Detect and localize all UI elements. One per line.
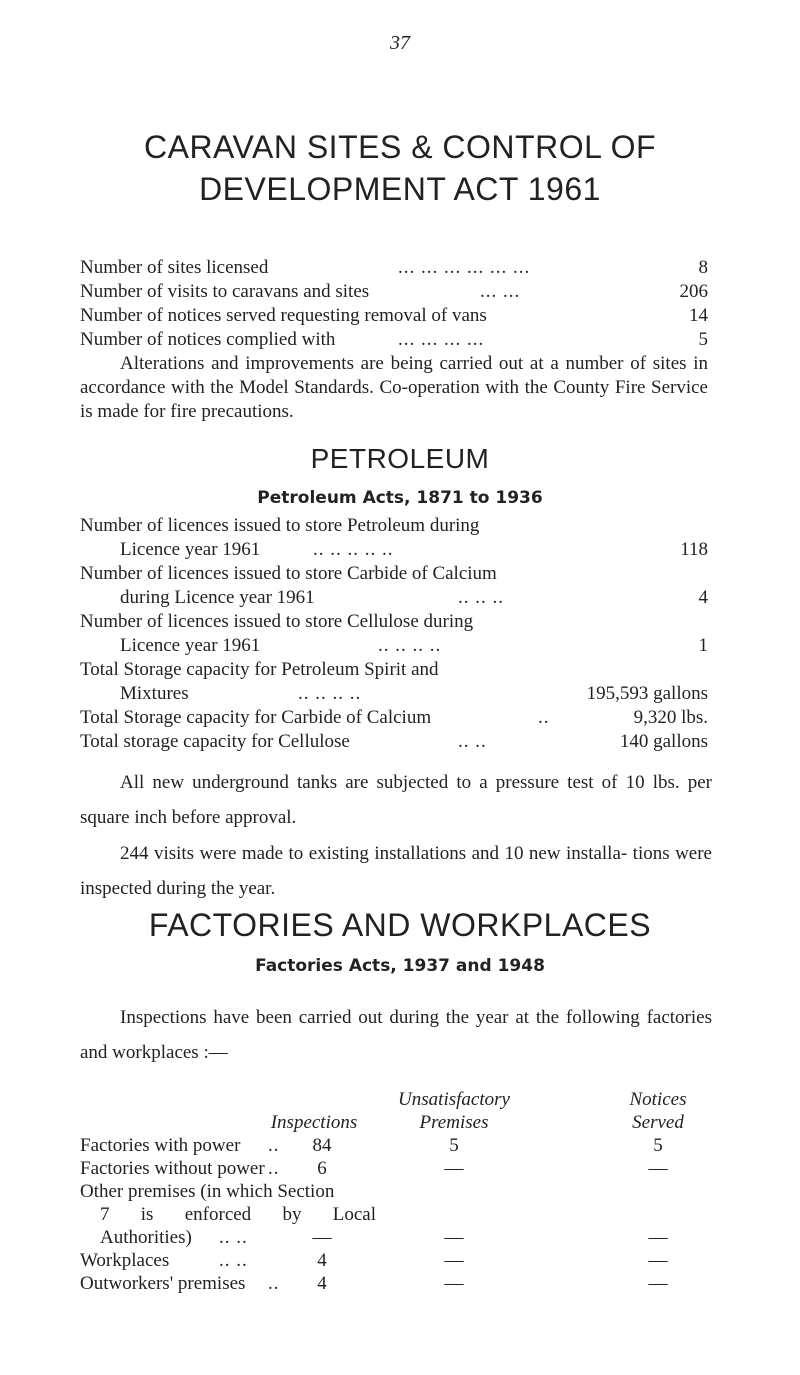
leader-dots: ..: [268, 1273, 280, 1294]
petroleum-list: [80, 514, 708, 754]
petroleum-label: Mixtures: [120, 683, 189, 704]
cell-notices: —: [648, 1227, 668, 1248]
table-row: [80, 1272, 708, 1295]
petroleum-label: Number of licences issued to store Cellulose during: [80, 611, 474, 632]
cell-inspections: 84: [312, 1135, 332, 1156]
leader-dots: .. .. .. ..: [298, 683, 362, 704]
cell-unsatisfactory: —: [444, 1158, 464, 1179]
cell-inspections: 4: [317, 1273, 327, 1294]
petroleum-label: Licence year 1961: [120, 539, 261, 560]
table-row: [80, 1203, 708, 1226]
petroleum-row: [80, 610, 708, 634]
row-label: Workplaces: [80, 1250, 170, 1271]
header-inspections: Inspections: [270, 1112, 358, 1133]
petroleum-label: during Licence year 1961: [120, 587, 315, 608]
caravan-stats-list: [80, 256, 708, 352]
caravan-title-line2: DEVELOPMENT ACT 1961: [199, 171, 601, 207]
petroleum-row: [80, 514, 708, 538]
caravan-stat-row: [80, 256, 708, 280]
table-row: [80, 1134, 708, 1157]
stat-value: 8: [698, 257, 708, 278]
cell-inspections: —: [312, 1227, 332, 1248]
cell-unsatisfactory: —: [444, 1273, 464, 1294]
leader-dots: .. ..: [219, 1250, 248, 1271]
table-row: [80, 1180, 708, 1203]
stat-label: Number of sites licensed: [80, 257, 269, 278]
petroleum-label: Licence year 1961: [120, 635, 261, 656]
cell-notices: —: [648, 1273, 668, 1294]
header-unsatisfactory-line2: Premises: [419, 1112, 489, 1133]
stat-label: Number of visits to caravans and sites: [80, 281, 370, 302]
row-label: Authorities): [100, 1227, 192, 1248]
petroleum-value: 1: [698, 635, 708, 656]
leader-dots: .. .. ..: [458, 587, 504, 608]
petroleum-subtitle: Petroleum Acts, 1871 to 1936: [257, 488, 543, 508]
petroleum-label: Number of licences issued to store Petroleum during: [80, 515, 480, 536]
factories-intro: Inspections have been carried out during the year at the following factories and workplaces :—: [80, 1007, 712, 1063]
row-label: 7 is enforced by Local: [100, 1204, 376, 1225]
stat-value: 14: [689, 305, 708, 326]
stat-value: 5: [698, 329, 708, 350]
petroleum-value: 195,593 gallons: [586, 683, 708, 704]
petroleum-row: [80, 658, 708, 682]
leader-dots: ..: [268, 1135, 280, 1156]
cell-inspections: 4: [317, 1250, 327, 1271]
cell-unsatisfactory: —: [444, 1250, 464, 1271]
caravan-stat-row: [80, 328, 708, 352]
header-notices-line1: Notices: [629, 1089, 687, 1110]
caravan-paragraph: Alterations and improvements are being carried out at a number of sites in accordance with the Model Standards. Co-operation with the County Fire Service is made for fire precautions.: [80, 353, 708, 422]
stat-label: Number of notices complied with: [80, 329, 336, 350]
caravan-stat-row: [80, 280, 708, 304]
cell-unsatisfactory: —: [444, 1227, 464, 1248]
caravan-title-line1: CARAVAN SITES & CONTROL OF: [143, 129, 657, 165]
caravan-stat-row: [80, 304, 708, 328]
petroleum-paragraph-2: 244 visits were made to existing installations and 10 new installa- tions were inspected during the year.: [80, 843, 712, 899]
leader-dots: .. .. .. ..: [378, 635, 442, 656]
stat-label: Number of notices served requesting removal of vans: [80, 305, 487, 326]
petroleum-paragraph-1: All new underground tanks are subjected to a pressure test of 10 lbs. per square inch before approval.: [80, 772, 712, 828]
leader-dots: ..: [268, 1158, 280, 1179]
petroleum-row: [80, 586, 708, 610]
petroleum-value: 9,320 lbs.: [633, 707, 708, 728]
petroleum-row: [80, 562, 708, 586]
petroleum-value: 118: [680, 539, 708, 560]
factories-title: FACTORIES AND WORKPLACES: [148, 907, 652, 943]
leader-dots: ... ...: [480, 281, 521, 302]
petroleum-value: 140 gallons: [619, 731, 708, 752]
row-label: Other premises (in which Section: [80, 1181, 335, 1202]
row-label: Factories with power: [80, 1135, 241, 1156]
header-unsatisfactory-line1: Unsatisfactory: [398, 1089, 510, 1110]
page-number: 37: [390, 32, 410, 54]
table-row: [80, 1249, 708, 1272]
leader-dots: ... ... ... ... ... ...: [398, 257, 531, 278]
stat-value: 206: [679, 281, 708, 302]
leader-dots: .. ..: [458, 731, 487, 752]
petroleum-row: [80, 730, 708, 754]
petroleum-label: Total Storage capacity for Petroleum Spirit and: [80, 659, 439, 680]
table-row: [80, 1157, 708, 1180]
factories-subtitle: Factories Acts, 1937 and 1948: [255, 956, 545, 976]
leader-dots: .. ..: [219, 1227, 248, 1248]
petroleum-value: 4: [698, 587, 708, 608]
leader-dots: .. .. .. .. ..: [313, 539, 394, 560]
cell-notices: —: [648, 1250, 668, 1271]
cell-inspections: 6: [317, 1158, 327, 1179]
petroleum-label: Number of licences issued to store Carbide of Calcium: [80, 563, 497, 584]
petroleum-title: PETROLEUM: [310, 443, 490, 474]
cell-notices: 5: [653, 1135, 663, 1156]
header-notices-line2: Served: [632, 1112, 684, 1133]
petroleum-row: [80, 538, 708, 562]
row-label: Factories without power: [80, 1158, 265, 1179]
petroleum-row: [80, 706, 708, 730]
cell-notices: —: [648, 1158, 668, 1179]
petroleum-row: [80, 682, 708, 706]
petroleum-label: Total storage capacity for Cellulose: [80, 731, 350, 752]
leader-dots: ..: [538, 707, 550, 728]
table-row: [80, 1226, 708, 1249]
petroleum-label: Total Storage capacity for Carbide of Calcium: [80, 707, 432, 728]
cell-unsatisfactory: 5: [449, 1135, 459, 1156]
leader-dots: ... ... ... ...: [398, 329, 485, 350]
petroleum-row: [80, 634, 708, 658]
row-label: Outworkers' premises: [80, 1273, 246, 1294]
